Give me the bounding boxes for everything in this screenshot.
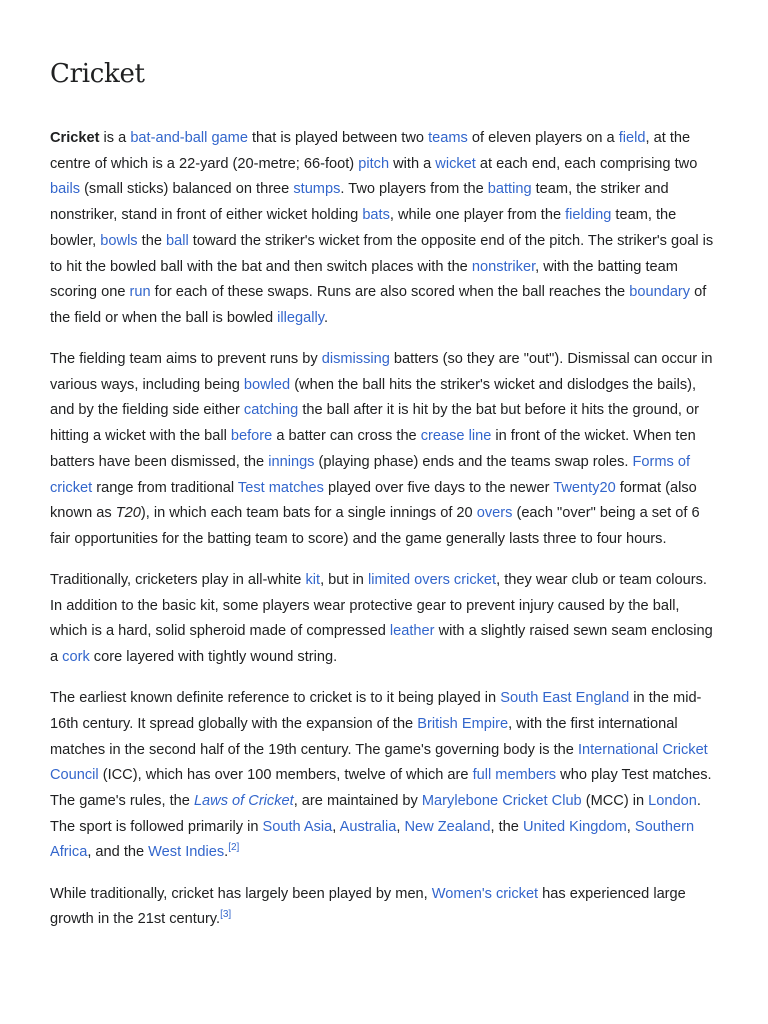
text-run: ,: [396, 818, 405, 835]
link-wicket[interactable]: wicket: [435, 155, 476, 172]
text-run: , but in: [320, 572, 368, 589]
text-run: ), in which each team bats for a single innings of 20: [140, 505, 477, 522]
paragraph-3: [50, 568, 720, 671]
link-bowled[interactable]: bowled: [243, 376, 291, 393]
paragraph-4: [50, 686, 720, 866]
link-bowls[interactable]: bowls: [100, 232, 138, 249]
italic-term: T20: [115, 505, 141, 522]
text-run: .: [323, 309, 328, 326]
text-run: with a: [389, 155, 436, 172]
text-run: at each end, each comprising two: [475, 155, 698, 172]
link-leather[interactable]: leather: [389, 623, 435, 640]
link-fielding[interactable]: fielding: [565, 207, 612, 224]
text-run: the: [137, 232, 167, 249]
text-run: toward the striker's wicket from the opposite end of the pitch. The striker's goal is to hit the bowled ball with the bat and then switch places with the: [50, 232, 714, 275]
text-run: (small sticks) balanced on three: [80, 181, 294, 198]
text-run: , are maintained by: [293, 793, 422, 810]
text-run: , while one player from the: [389, 207, 566, 224]
link-marylebone-cricket-club[interactable]: Marylebone Cricket Club: [421, 793, 582, 810]
link-bails[interactable]: bails: [50, 181, 81, 198]
link-illegally[interactable]: illegally: [277, 309, 324, 326]
link-new-zealand[interactable]: New Zealand: [404, 818, 491, 835]
link-overs[interactable]: overs: [476, 505, 513, 522]
text-run: is a: [99, 130, 131, 146]
text-run: range from traditional: [92, 479, 238, 496]
page-title: Cricket: [50, 59, 145, 89]
link-crease-line[interactable]: crease line: [420, 428, 492, 445]
text-run: , the: [490, 818, 523, 835]
text-run: , at the centre of which is a 22-yard (20-metre; 66-foot): [50, 130, 691, 172]
link-west-indies[interactable]: West Indies: [148, 844, 225, 861]
link-laws-of-cricket[interactable]: Laws of Cricket: [193, 793, 294, 810]
text-run: the ball after it is hit by the bat but before it hits the ground, or hitting a wicket with the ball: [50, 402, 700, 445]
text-run: played over five days to the newer: [323, 479, 554, 496]
text-run: core layered with tightly wound string.: [89, 649, 338, 666]
text-run: ,: [626, 818, 635, 835]
text-run: in the mid-16th century. It spread globally with the expansion of the: [50, 690, 702, 732]
link-british-empire[interactable]: British Empire: [417, 715, 509, 732]
text-run: with a slightly raised sewn seam enclosing a: [50, 623, 713, 666]
link-womens-cricket[interactable]: Women's cricket: [431, 885, 539, 902]
link-run[interactable]: run: [129, 284, 151, 301]
link-nonstriker[interactable]: nonstriker: [471, 258, 536, 275]
link-stumps[interactable]: stumps: [293, 181, 341, 198]
text-run: (MCC) in: [581, 793, 649, 810]
paragraph-5: [50, 882, 720, 933]
text-run: for each of these swaps. Runs are also scored when the ball reaches the: [150, 284, 630, 301]
link-south-asia[interactable]: South Asia: [262, 818, 333, 835]
text-run: , and the: [87, 844, 149, 861]
link-teams[interactable]: teams: [428, 130, 468, 146]
citation-superscript: [220, 909, 231, 920]
text-run: team, the bowler,: [50, 207, 677, 249]
text-run: The earliest known definite reference to cricket is to it being played in: [50, 690, 501, 707]
citation-superscript: [228, 843, 239, 854]
text-run: has experienced large growth in the 21st century.: [50, 885, 686, 928]
text-run: of eleven players on a: [467, 130, 619, 146]
text-run: While traditionally, cricket has largely been played by men,: [50, 885, 432, 902]
text-run: . The sport is followed primarily in: [50, 793, 701, 835]
link-field[interactable]: field: [618, 130, 646, 146]
link-bats[interactable]: bats: [362, 207, 390, 224]
link-ball[interactable]: ball: [166, 232, 189, 249]
paragraph-2: [50, 347, 720, 553]
link-kit[interactable]: kit: [305, 572, 321, 589]
citation-2[interactable]: [2]: [228, 842, 240, 854]
link-before[interactable]: before: [230, 428, 273, 445]
citation-3[interactable]: [3]: [220, 909, 232, 921]
link-bat-and-ball-game[interactable]: bat-and-ball game: [130, 130, 248, 146]
link-boundary[interactable]: boundary: [629, 284, 691, 301]
text-run: . Two players from the: [340, 181, 488, 198]
text-run: batters (so they are "out"). Dismissal can occur in various ways, including being: [50, 351, 713, 393]
text-run: in front of the wicket. When ten batters have been dismissed, the: [50, 428, 696, 470]
link-pitch[interactable]: pitch: [358, 155, 390, 172]
link-test-matches[interactable]: Test matches: [237, 479, 324, 496]
text-run: format (also known as: [50, 479, 697, 522]
text-run: , with the batting team scoring one: [50, 258, 678, 301]
link-full-members[interactable]: full members: [472, 767, 557, 784]
link-innings[interactable]: innings: [268, 453, 315, 470]
text-run: a batter can cross the: [272, 428, 421, 445]
text-run: (playing phase) ends and the teams swap roles.: [314, 453, 633, 470]
text-run: (ICC), which has over 100 members, twelve of which are: [98, 767, 473, 784]
bold-term: Cricket: [50, 130, 100, 146]
link-united-kingdom[interactable]: United Kingdom: [522, 818, 627, 835]
link-international-cricket-council[interactable]: International Cricket Council: [50, 741, 708, 784]
link-london[interactable]: London: [648, 793, 697, 810]
link-twenty20[interactable]: Twenty20: [553, 479, 616, 496]
text-run: (when the ball hits the striker's wicket and dislodges the bails), and by the fielding side either: [50, 376, 697, 419]
text-run: of the field or when the ball is bowled: [50, 284, 707, 326]
text-run: who play Test matches. The game's rules, the: [50, 767, 712, 810]
text-run: Traditionally, cricketers play in all-white: [50, 572, 306, 589]
link-cork[interactable]: cork: [62, 649, 90, 666]
text-run: that is played between two: [247, 130, 429, 146]
text-run: .: [224, 844, 229, 861]
text-run: team, the striker and nonstriker, stand in front of either wicket holding: [50, 181, 669, 224]
link-southern-africa[interactable]: Southern Africa: [50, 818, 695, 861]
link-limited-overs-cricket[interactable]: limited overs cricket: [367, 572, 497, 589]
text-run: , with the first international matches in the second half of the 19th century. The game's governing body is the: [50, 715, 678, 758]
text-run: ,: [332, 818, 340, 835]
link-dismissing[interactable]: dismissing: [321, 351, 390, 368]
link-forms-of-cricket[interactable]: Forms of cricket: [50, 453, 691, 496]
link-batting[interactable]: batting: [487, 181, 532, 198]
text-run: The fielding team aims to prevent runs by: [50, 351, 322, 368]
link-australia[interactable]: Australia: [339, 818, 397, 835]
link-south-east-england[interactable]: South East England: [500, 690, 630, 707]
link-catching[interactable]: catching: [243, 402, 299, 419]
text-run: (each "over" being a set of 6 fair opportunities for the batting team to score) and the game generally lasts three to four hours.: [50, 505, 700, 547]
article-body: [50, 126, 720, 948]
paragraph-1: [50, 126, 720, 332]
text-run: , they wear club or team colours. In addition to the basic kit, some players wear protective gear to prevent injury caused by the ball, which is a hard, solid spheroid made of compressed: [50, 572, 707, 640]
